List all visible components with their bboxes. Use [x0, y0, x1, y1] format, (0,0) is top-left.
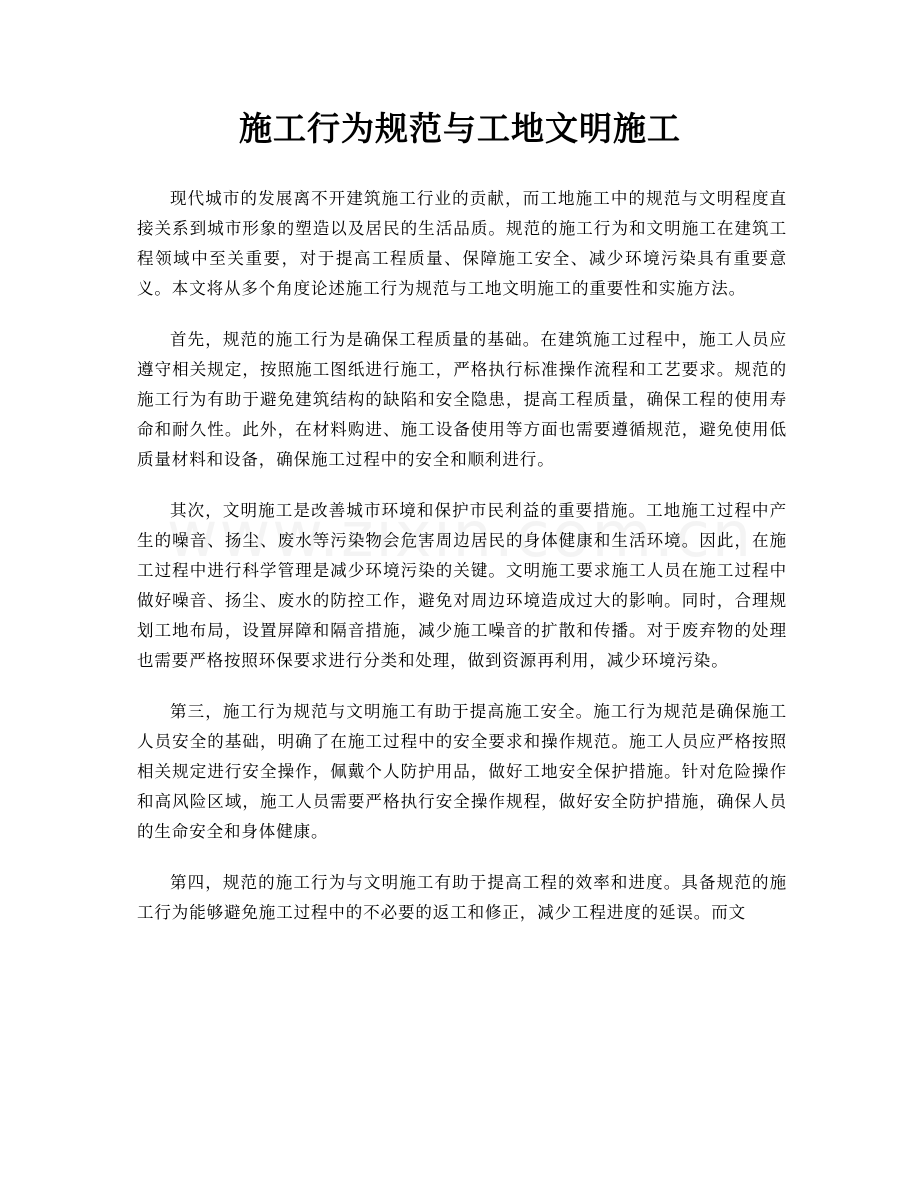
- paragraph-first: 首先，规范的施工行为是确保工程质量的基础。在建筑施工过程中，施工人员应遵守相关规定，按照施工图纸进行施工，严格执行标准操作流程和工艺要求。规范的施工行为有助于避免建筑结构的缺陷和安全隐患，提高工程质量，确保工程的使用寿命和耐久性。此外，在材料购进、施工设备使用等方面也需要遵循规范，避免使用低质量材料和设备，确保施工过程中的安全和顺利进行。: [137, 330, 787, 469]
- paragraph-second: 其次，文明施工是改善城市环境和保护市民利益的重要措施。工地施工过程中产生的噪音、扬尘、废水等污染物会危害周边居民的身体健康和生活环境。因此，在施工过程中进行科学管理是减少环境污染的关键。文明施工要求施工人员在施工过程中做好噪音、扬尘、废水的防控工作，避免对周边环境造成过大的影响。同时，合理规划工地布局，设置屏障和隔音措施，减少施工噪音的扩散和传播。对于废弃物的处理也需要严格按照环保要求进行分类和处理，做到资源再利用，减少环境污染。: [137, 501, 787, 670]
- document-body: [137, 184, 787, 949]
- paragraph-intro: 现代城市的发展离不开建筑施工行业的贡献，而工地施工中的规范与文明程度直接关系到城市形象的塑造以及居民的生活品质。规范的施工行为和文明施工在建筑工程领域中至关重要，对于提高工程质量、保障施工安全、减少环境污染具有重要意义。本文将从多个角度论述施工行为规范与工地文明施工的重要性和实施方法。: [137, 189, 787, 298]
- paragraph-third: 第三，施工行为规范与文明施工有助于提高施工安全。施工行为规范是确保施工人员安全的基础，明确了在施工过程中的安全要求和操作规范。施工人员应严格按照相关规定进行安全操作，佩戴个人防护用品，做好工地安全保护措施。针对危险操作和高风险区域，施工人员需要严格执行安全操作规程，做好安全防护措施，确保人员的生命安全和身体健康。: [137, 702, 787, 841]
- paragraph-fourth: 第四，规范的施工行为与文明施工有助于提高工程的效率和进度。具备规范的施工行为能够避免施工过程中的不必要的返工和修正，减少工程进度的延误。而文: [137, 873, 787, 922]
- document-title: 施工行为规范与工地文明施工: [239, 109, 681, 148]
